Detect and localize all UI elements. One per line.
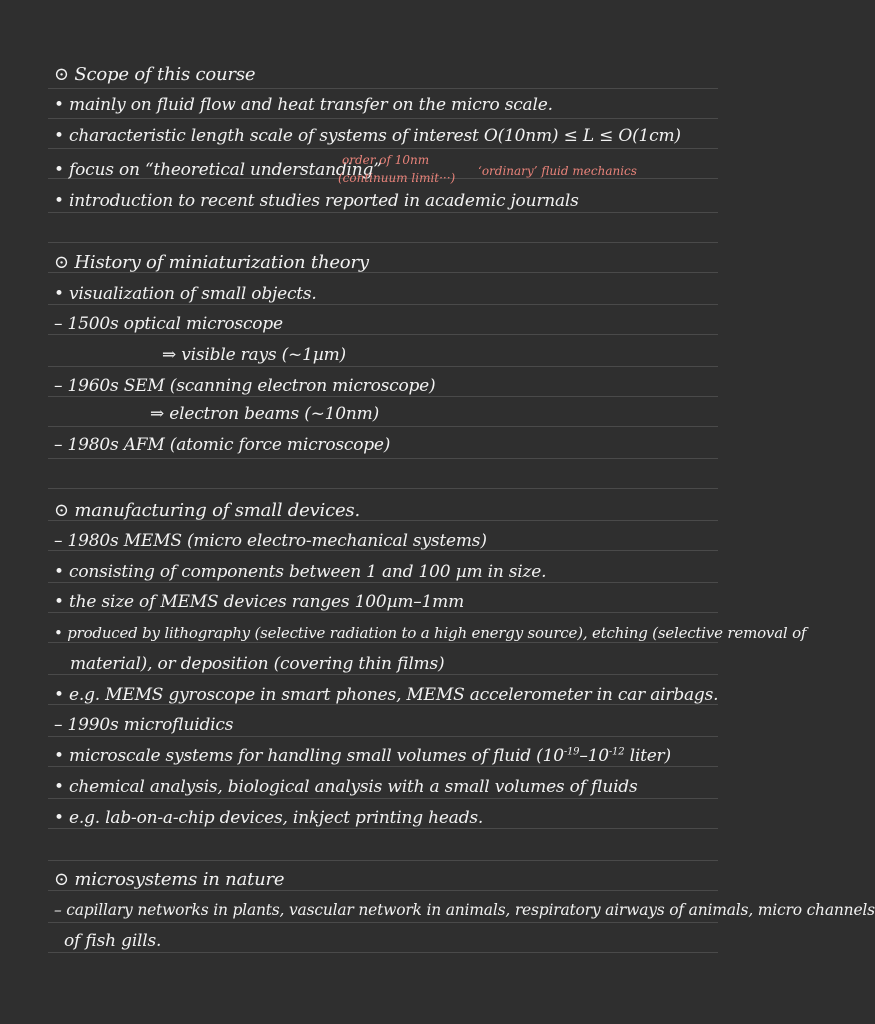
note-line: of fish gills. — [64, 931, 162, 951]
rule-line — [48, 242, 718, 243]
note-line: ⇒ electron beams (~10nm) — [150, 404, 380, 424]
note-line: – 1990s microfluidics — [54, 715, 234, 735]
rule-line — [48, 922, 718, 923]
annotation-continuum: (continuum limit···) — [338, 171, 456, 185]
note-line: • the size of MEMS devices ranges 100µm–1mm — [54, 592, 465, 612]
section-heading-manufacturing: ⊙ manufacturing of small devices. — [54, 500, 360, 521]
rule-line — [48, 488, 718, 489]
note-line: • introduction to recent studies reported in academic journals — [54, 191, 579, 211]
rule-line — [48, 88, 718, 89]
note-line: material), or deposition (covering thin films) — [70, 654, 445, 674]
rule-line — [48, 118, 718, 119]
note-line-text: • microscale systems for handling small volumes of fluid (10 — [54, 746, 564, 766]
note-line: • e.g. MEMS gyroscope in smart phones, MEMS accelerometer in car airbags. — [54, 685, 719, 705]
note-line: • consisting of components between 1 and 100 µm in size. — [54, 562, 547, 582]
note-line: • visualization of small objects. — [54, 284, 317, 304]
rule-line — [48, 582, 718, 583]
note-line: • focus on “theoretical understanding” — [54, 160, 382, 180]
rule-line — [48, 828, 718, 829]
note-line-text: –10 — [579, 746, 609, 766]
exponent: -19 — [563, 746, 580, 758]
rule-line — [48, 890, 718, 891]
note-line-text: liter) — [624, 746, 671, 766]
rule-line — [48, 304, 718, 305]
rule-line — [48, 860, 718, 861]
note-line: ⇒ visible rays (~1µm) — [162, 345, 346, 365]
rule-line — [48, 212, 718, 213]
note-line: • e.g. lab-on-a-chip devices, inkject printing heads. — [54, 808, 484, 828]
note-line: • characteristic length scale of systems of interest O(10nm) ≤ L ≤ O(1cm) — [54, 126, 681, 146]
annotation-ordinary: ‘ordinary’ fluid mechanics — [478, 164, 637, 178]
rule-line — [48, 736, 718, 737]
rule-line — [48, 642, 718, 643]
note-line: • chemical analysis, biological analysis with a small volumes of fluids — [54, 777, 638, 797]
rule-line — [48, 148, 718, 149]
rule-line — [48, 798, 718, 799]
rule-line — [48, 612, 718, 613]
rule-line — [48, 674, 718, 675]
section-heading-nature: ⊙ microsystems in nature — [54, 869, 285, 890]
section-heading-scope: ⊙ Scope of this course — [54, 64, 256, 85]
annotation-order: order of 10nm — [342, 153, 430, 167]
note-line: – 1500s optical microscope — [54, 314, 283, 334]
rule-line — [48, 396, 718, 397]
note-line: • produced by lithography (selective radiation to a high energy source), etching (selective removal of — [54, 624, 807, 642]
rule-line — [48, 952, 718, 953]
note-line: – capillary networks in plants, vascular network in animals, respiratory airways of animals, micro channels — [54, 901, 875, 919]
note-line: • mainly on fluid flow and heat transfer on the micro scale. — [54, 95, 553, 115]
section-heading-history: ⊙ History of miniaturization theory — [54, 252, 369, 273]
exponent: -12 — [608, 746, 625, 758]
rule-line — [48, 366, 718, 367]
rule-line — [48, 426, 718, 427]
note-line: – 1980s MEMS (micro electro-mechanical systems) — [54, 531, 487, 551]
rule-line — [48, 766, 718, 767]
rule-line — [48, 334, 718, 335]
note-line — [54, 746, 671, 766]
note-line: – 1960s SEM (scanning electron microscope) — [54, 376, 436, 396]
note-line: – 1980s AFM (atomic force microscope) — [54, 435, 391, 455]
rule-line — [48, 458, 718, 459]
